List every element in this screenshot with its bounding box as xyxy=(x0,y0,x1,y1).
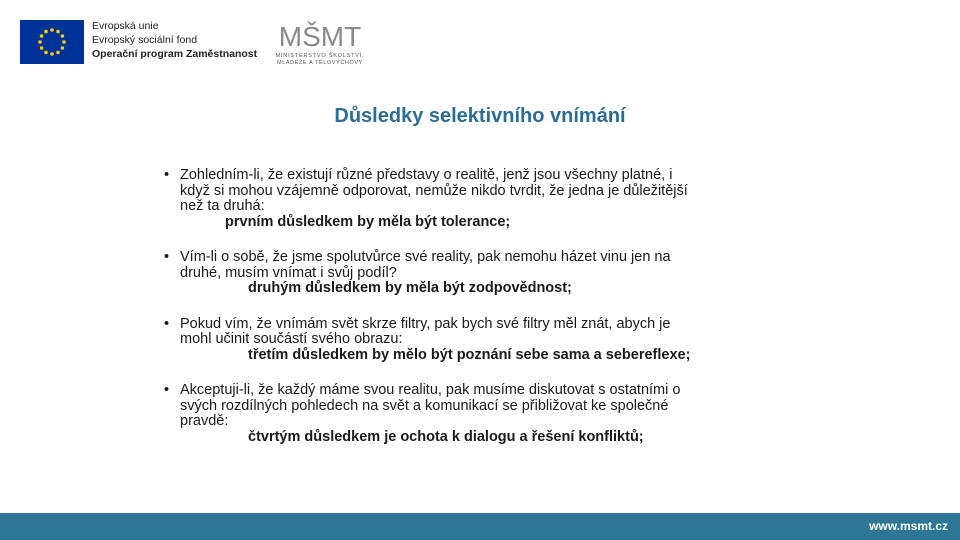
footer-bar xyxy=(0,513,960,540)
item-conclusion: čtvrtým důsledkem je ochota k dialogu a řešení konfliktů; xyxy=(248,428,644,445)
item-line: než ta druhá: xyxy=(180,198,265,214)
msmt-subtitle: MLÁDEŽE A TĚLOVÝCHOVY xyxy=(277,60,363,66)
eu-flag-logo xyxy=(20,20,84,64)
footer-url: www.msmt.cz xyxy=(869,519,948,533)
header xyxy=(0,0,960,80)
eu-line: Evropská unie xyxy=(92,20,159,32)
bullet: • xyxy=(164,249,170,265)
item-line: když si mohou vzájemně odporovat, nemůže nikdo tvrdit, že jedna je důležitější xyxy=(180,182,688,199)
item-line: mohl učinit součástí svého obrazu: xyxy=(180,331,403,347)
eu-program-text xyxy=(92,19,257,61)
list-item xyxy=(160,250,810,297)
item-conclusion: třetím důsledkem by mělo být poznání sebe sama a sebereflexe; xyxy=(248,346,691,363)
bullet: • xyxy=(164,382,170,398)
item-line: Akceptuji-li, že každý máme svou realitu, pak musíme diskutovat s ostatními o xyxy=(180,382,681,398)
item-line: pravdě: xyxy=(180,413,229,429)
item-line: druhé, musím vnímat i svůj podíl? xyxy=(180,264,397,281)
item-line: Pokud vím, že vnímám svět skrze filtry, pak bych své filtry měl znát, abych je xyxy=(180,315,671,332)
eu-line: Operační program Zaměstnanost xyxy=(92,48,258,60)
bullet: • xyxy=(164,315,170,332)
slide-title: Důsledky selektivního vnímání xyxy=(334,105,626,127)
msmt-subtitle: MINISTERSTVO ŠKOLSTVÍ, xyxy=(275,53,365,59)
item-conclusion: prvním důsledkem by měla být tolerance; xyxy=(225,213,511,230)
msmt-logo xyxy=(270,12,370,72)
msmt-logo-text: MŠMT xyxy=(278,21,362,52)
bullet: • xyxy=(164,167,170,183)
eu-line: Evropský sociální fond xyxy=(92,34,198,46)
item-conclusion: druhým důsledkem by měla být zodpovědnost; xyxy=(248,280,572,296)
list-item xyxy=(160,383,810,445)
item-line: Vím-li o sobě, že jsme spolutvůrce své reality, pak nemohu házet vinu jen na xyxy=(180,249,671,265)
list-item xyxy=(160,317,810,364)
item-line: svých rozdílných pohledech na svět a komunikací se přibližovat ke společné xyxy=(180,397,669,414)
item-line: Zohledním-li, že existují různé představy o realitě, jenž jsou všechny platné, i xyxy=(180,167,673,183)
bullet-list xyxy=(160,168,810,465)
list-item xyxy=(160,168,810,230)
